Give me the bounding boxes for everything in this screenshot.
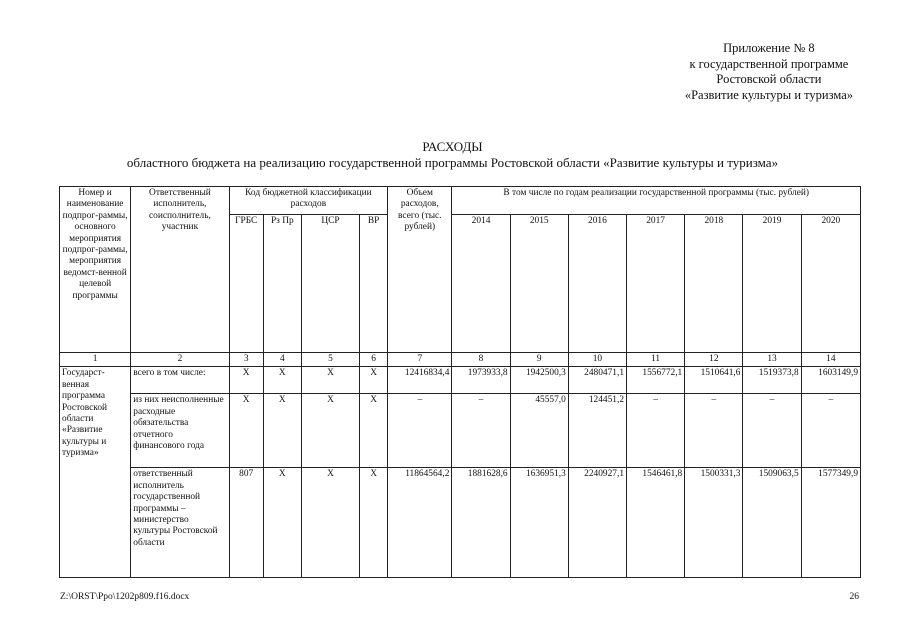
year-cell: 1556772,1 — [627, 367, 685, 394]
year-cell: 1519373,8 — [743, 367, 801, 394]
participant-cell: ответственный исполнитель государственной программы – министерство культуры Ростовской области — [131, 468, 229, 578]
year-cell: 1510641,6 — [685, 367, 743, 394]
column-number: 6 — [360, 353, 388, 367]
header-budget-code: Код бюджетной классификации расходов — [229, 187, 388, 215]
footer-file-path: Z:\ORST\Ppo\1202p809.f16.docx — [60, 592, 190, 602]
column-number: 11 — [627, 353, 685, 367]
grbs-cell: Х — [229, 394, 263, 468]
participant-cell: из них неисполненные расходные обязательства отчетного финансового года — [131, 394, 229, 468]
header-year: 2020 — [801, 215, 860, 353]
csr-cell: Х — [301, 367, 359, 394]
header-number: Номер и наименование подпрог-раммы, основного мероприятия подпрог-раммы, мероприятия ведомст-венной целевой программы — [60, 187, 131, 353]
year-cell: 1546461,8 — [627, 468, 685, 578]
column-number: 5 — [301, 353, 359, 367]
rzpr-cell: Х — [263, 394, 301, 468]
title-heading: РАСХОДЫ — [422, 139, 483, 154]
year-cell: – — [801, 394, 860, 468]
year-cell: – — [743, 394, 801, 468]
header-year: 2017 — [627, 215, 685, 353]
total-cell: 11864564,2 — [388, 468, 452, 578]
column-number-row — [60, 353, 861, 367]
year-cell: 1509063,5 — [743, 468, 801, 578]
year-cell: 1577349,9 — [801, 468, 860, 578]
year-cell: – — [452, 394, 510, 468]
csr-cell: Х — [301, 394, 359, 468]
header-executor: Ответственный исполнитель, соисполнитель, участник — [131, 187, 229, 353]
csr-cell: Х — [301, 468, 359, 578]
year-cell: 1500331,3 — [685, 468, 743, 578]
year-cell: – — [685, 394, 743, 468]
vr-cell: Х — [360, 367, 388, 394]
rzpr-cell: Х — [263, 367, 301, 394]
table-row — [60, 394, 861, 468]
appendix-line-4: «Развитие культуры и туризма» — [684, 87, 853, 102]
header-year: 2019 — [743, 215, 801, 353]
header-volume: Объем расходов, всего (тыс. рублей) — [388, 187, 452, 353]
column-number: 14 — [801, 353, 860, 367]
total-cell: 12416834,4 — [388, 367, 452, 394]
header-grbs: ГРБС — [229, 215, 263, 353]
year-cell: 124451,2 — [568, 394, 626, 468]
year-cell: 1636951,3 — [510, 468, 568, 578]
year-cell: 1973933,8 — [452, 367, 510, 394]
header-vr: ВР — [360, 215, 388, 353]
grbs-cell: Х — [229, 367, 263, 394]
header-rzpr: Рз Пр — [263, 215, 301, 353]
header-csr: ЦСР — [301, 215, 359, 353]
title-subheading: областного бюджета на реализацию государственной программы Ростовской области «Развитие культуры и туризма» — [126, 155, 779, 170]
header-year: 2015 — [510, 215, 568, 353]
document-title — [0, 139, 905, 171]
program-name: Государст-венная программа Ростовской области «Развитие культуры и туризма» — [60, 367, 131, 578]
vr-cell: Х — [360, 468, 388, 578]
grbs-cell: 807 — [229, 468, 263, 578]
year-cell: – — [627, 394, 685, 468]
table-row — [60, 468, 861, 578]
column-number: 13 — [743, 353, 801, 367]
column-number: 3 — [229, 353, 263, 367]
column-number: 7 — [388, 353, 452, 367]
column-number: 12 — [685, 353, 743, 367]
appendix-line-1: Приложение № 8 — [723, 41, 815, 55]
header-year: 2016 — [568, 215, 626, 353]
header-by-years: В том числе по годам реализации государственной программы (тыс. рублей) — [452, 187, 861, 215]
footer-page-number: 26 — [849, 592, 859, 602]
expenses-table — [59, 186, 861, 578]
year-cell: 2240927,1 — [568, 468, 626, 578]
header-year: 2018 — [685, 215, 743, 353]
column-number: 4 — [263, 353, 301, 367]
appendix-line-3: Ростовской области — [716, 72, 822, 86]
table-row — [60, 367, 861, 394]
year-cell: 1603149,9 — [801, 367, 860, 394]
column-number: 1 — [60, 353, 131, 367]
header-year: 2014 — [452, 215, 510, 353]
total-cell: – — [388, 394, 452, 468]
year-cell: 2480471,1 — [568, 367, 626, 394]
appendix-line-2: к государственной программе — [689, 56, 849, 71]
vr-cell: Х — [360, 394, 388, 468]
column-number: 9 — [510, 353, 568, 367]
year-cell: 1942500,3 — [510, 367, 568, 394]
column-number: 2 — [131, 353, 229, 367]
year-cell: 45557,0 — [510, 394, 568, 468]
rzpr-cell: Х — [263, 468, 301, 578]
participant-cell: всего в том числе: — [131, 367, 229, 394]
column-number: 10 — [568, 353, 626, 367]
appendix-header — [685, 41, 853, 103]
column-number: 8 — [452, 353, 510, 367]
year-cell: 1881628,6 — [452, 468, 510, 578]
